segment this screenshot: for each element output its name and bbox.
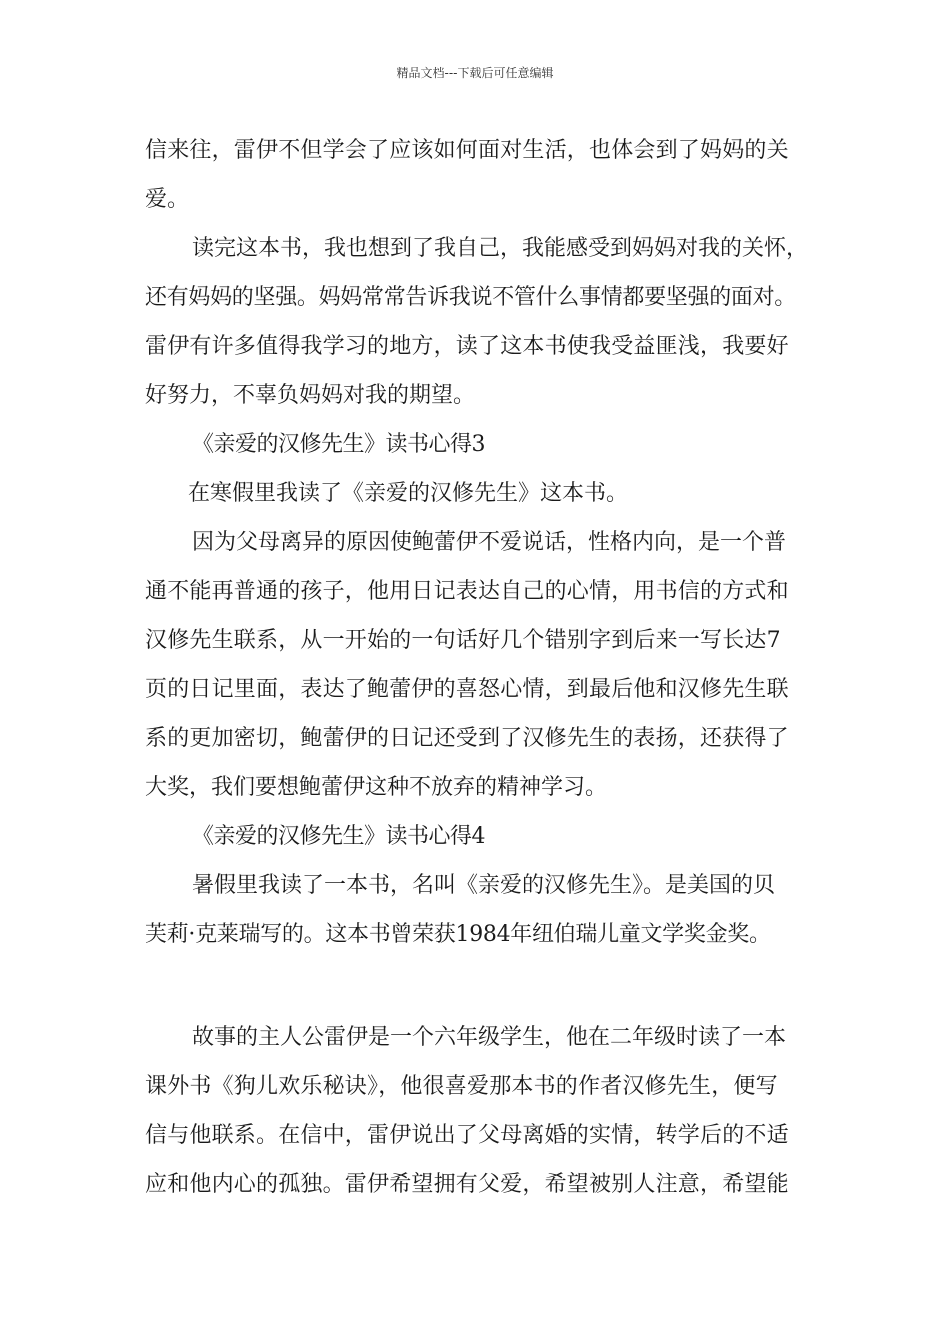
text-line: 暑假里我读了一本书，名叫《亲爱的汉修先生》。是美国的贝 <box>192 873 776 898</box>
text-line: 爱。 <box>145 187 190 212</box>
text-line: 信来往，雷伊不但学会了应该如何面对生活，也体会到了妈妈的关 <box>145 138 789 163</box>
document-body <box>145 126 809 1209</box>
page-header: 精品文档---下载后可任意编辑 <box>396 66 554 80</box>
text-line: 在寒假里我读了《亲爱的汉修先生》这本书。 <box>188 481 629 506</box>
text-line: 应和他内心的孤独。雷伊希望拥有父爱，希望被别人注意，希望能 <box>145 1172 789 1197</box>
text-line: 雷伊有许多值得我学习的地方，读了这本书使我受益匪浅，我要好 <box>145 334 789 359</box>
text-line: 系的更加密切，鲍蕾伊的日记还受到了汉修先生的表扬，还获得了 <box>145 726 789 751</box>
text-line: 读完这本书，我也想到了我自己，我能感受到妈妈对我的关怀， <box>192 236 809 261</box>
text-line: 课外书《狗儿欢乐秘诀》，他很喜爱那本书的作者汉修先生，便写 <box>145 1074 778 1099</box>
section-heading: 《亲爱的汉修先生》读书心得4 <box>192 824 485 849</box>
text-line: 汉修先生联系，从一开始的一句话好几个错别字到后来一写长达7 <box>145 628 781 653</box>
text-line: 页的日记里面，表达了鲍蕾伊的喜怒心情，到最后他和汉修先生联 <box>145 677 789 702</box>
text-line: 大奖，我们要想鲍蕾伊这种不放弃的精神学习。 <box>145 775 608 800</box>
text-line: 芙莉·克莱瑞写的。这本书曾荣获1984年纽伯瑞儿童文学奖金奖。 <box>145 922 771 947</box>
text-line: 因为父母离异的原因使鲍蕾伊不爱说话，性格内向，是一个普 <box>192 530 787 555</box>
text-line: 信与他联系。在信中，雷伊说出了父母离婚的实情，转学后的不适 <box>145 1123 789 1148</box>
text-line: 通不能再普通的孩子，他用日记表达自己的心情，用书信的方式和 <box>145 579 789 604</box>
text-line: 故事的主人公雷伊是一个六年级学生，他在二年级时读了一本 <box>192 1025 787 1050</box>
blank-line <box>145 959 805 1013</box>
text-line: 好努力，不辜负妈妈对我的期望。 <box>145 383 476 408</box>
section-heading: 《亲爱的汉修先生》读书心得3 <box>192 432 485 457</box>
text-line: 还有妈妈的坚强。妈妈常常告诉我说不管什么事情都要坚强的面对。 <box>145 285 797 310</box>
